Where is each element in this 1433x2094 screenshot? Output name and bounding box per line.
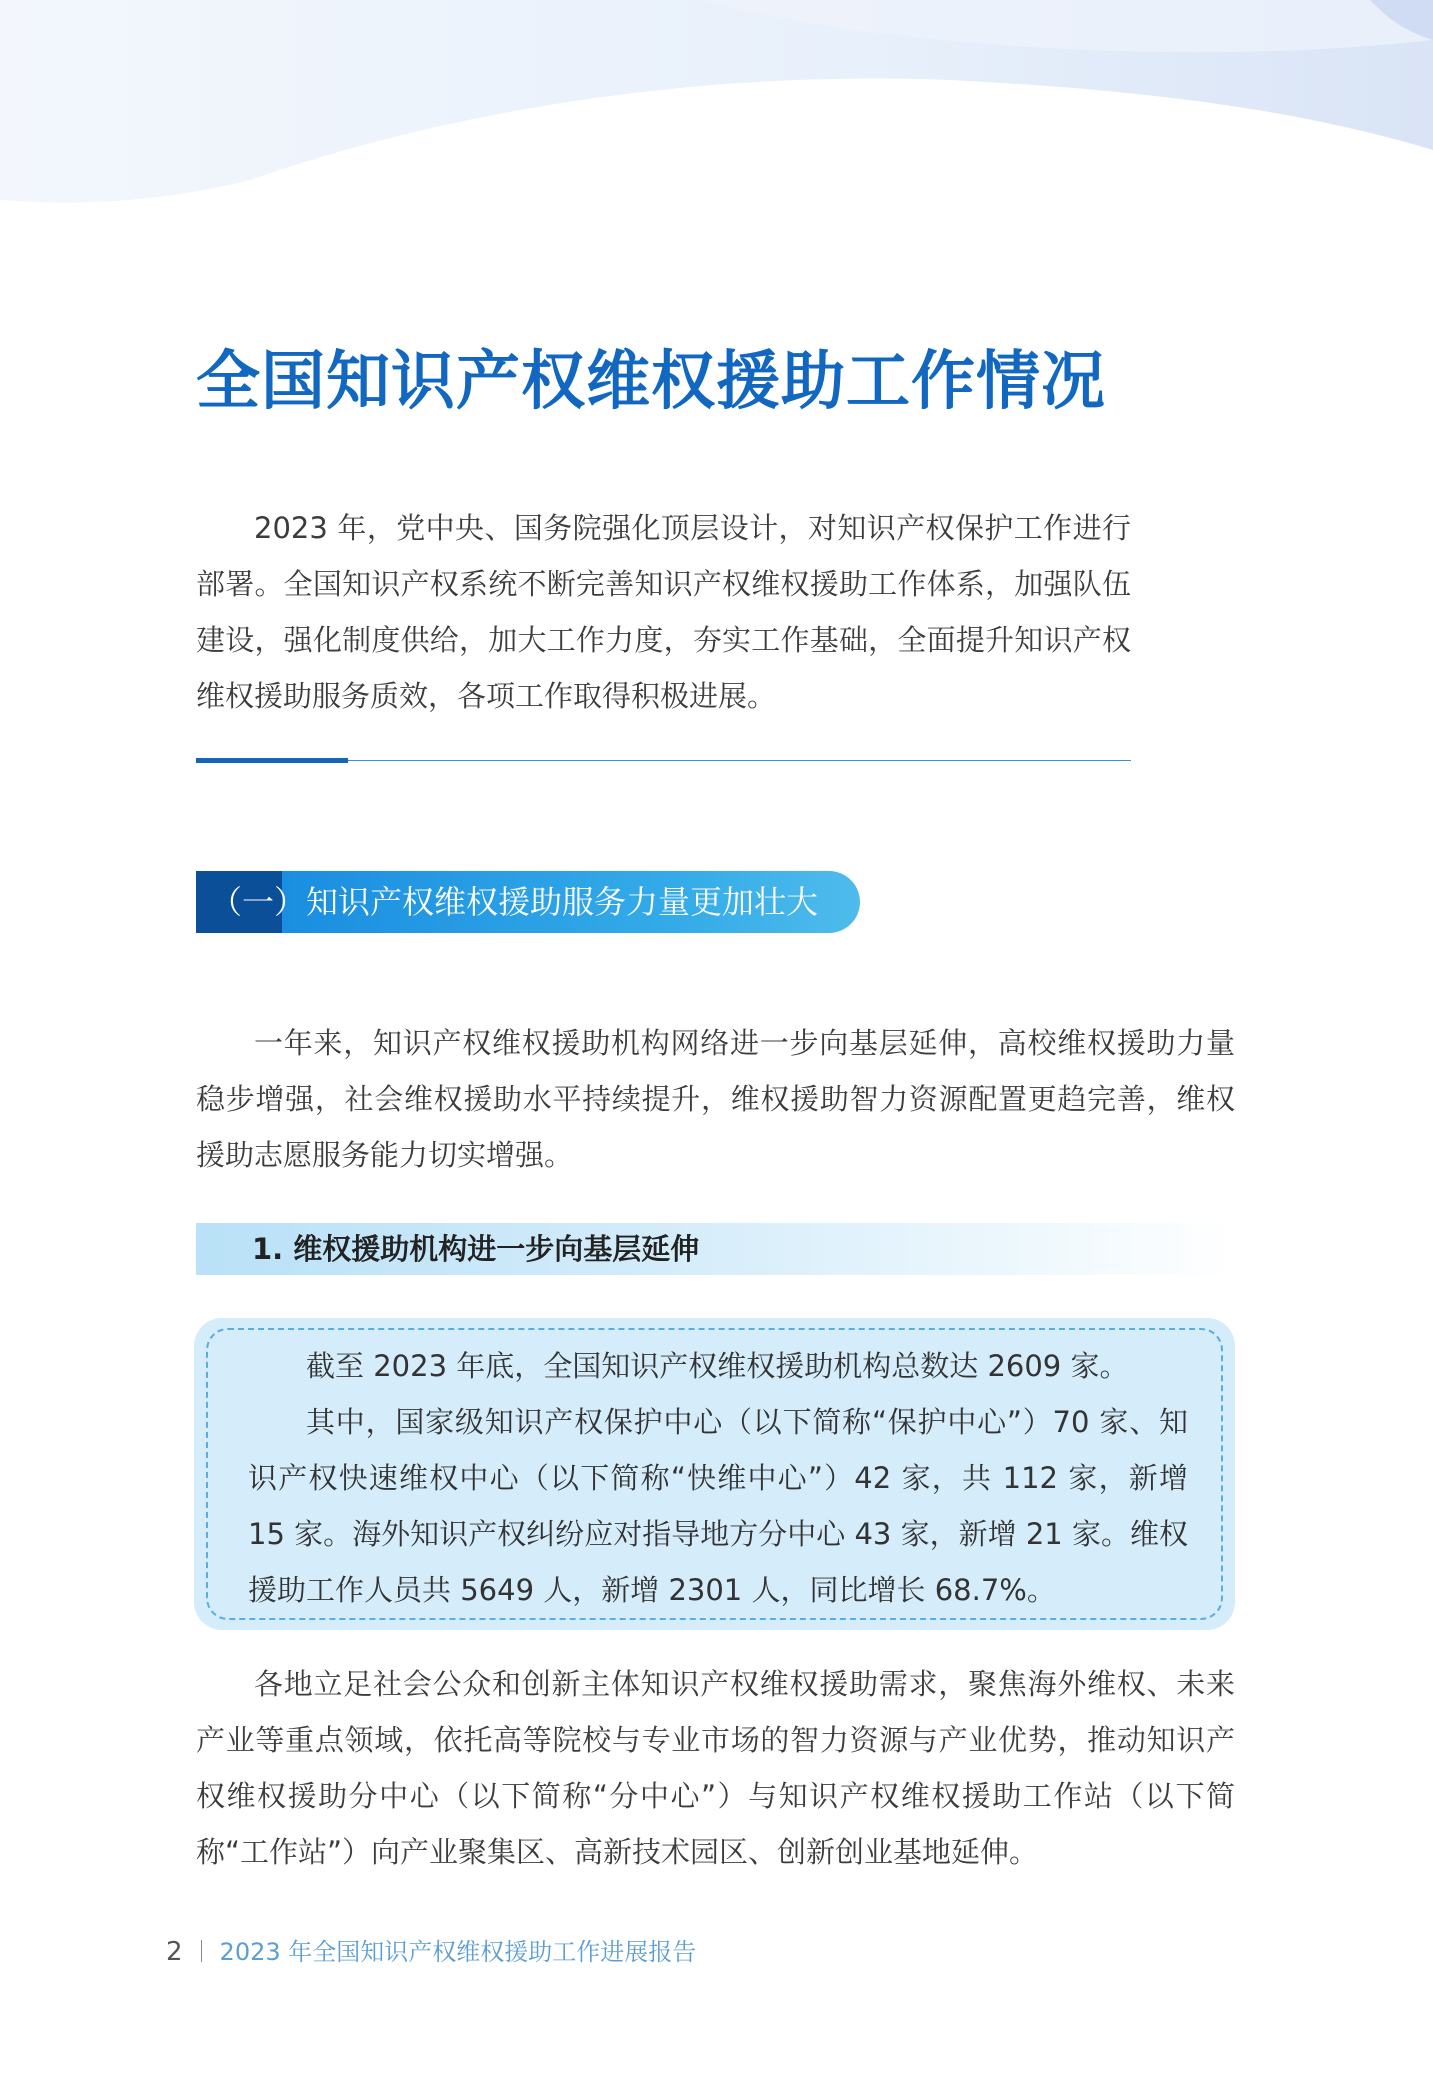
report-title: 2023 年全国知识产权维权援助工作进展报告 bbox=[219, 1938, 697, 1966]
page-number: 2 bbox=[166, 1937, 183, 1967]
subsection-heading-bar bbox=[196, 1223, 1235, 1275]
footer-separator bbox=[201, 1940, 202, 1962]
header-wave-decoration bbox=[0, 0, 1433, 230]
intro-paragraph: 2023 年，党中央、国务院强化顶层设计，对知识产权保护工作进行部署。全国知识产权系统不断完善知识产权维权援助工作体系，加强队伍建设，强化制度供给，加大工作力度，夯实工作基础，全面提升知识产权维权援助服务质效，各项工作取得积极进展。 bbox=[196, 511, 1131, 713]
page-title: 全国知识产权维权援助工作情况 bbox=[196, 345, 1106, 419]
callout-line-total: 截至 2023 年底，全国知识产权维权援助机构总数达 2609 家。 bbox=[306, 1349, 1129, 1383]
section-heading-label: （一）知识产权维权援助服务力量更加壮大 bbox=[210, 883, 819, 921]
subsection-heading-label: 1. 维权援助机构进一步向基层延伸 bbox=[252, 1232, 700, 1266]
section-paragraph-2: 各地立足社会公众和创新主体知识产权维权援助需求，聚焦海外维权、未来产业等重点领域，依托高等院校与专业市场的智力资源与产业优势，推动知识产权维权援助分中心（以下简称“分中心”）与知识产权维权援助工作站（以下简称“工作站”）向产业聚集区、高新技术园区、创新创业基地延伸。 bbox=[196, 1667, 1235, 1869]
page-footer bbox=[166, 1934, 696, 1970]
section-paragraph: 一年来，知识产权维权援助机构网络进一步向基层延伸，高校维权援助力量稳步增强，社会维权援助水平持续提升，维权援助智力资源配置更趋完善，维权援助志愿服务能力切实增强。 bbox=[196, 1026, 1235, 1172]
callout-details: 其中，国家级知识产权保护中心（以下简称“保护中心”）70 家、知识产权快速维权中心（以下简称“快维中心”）42 家，共 112 家，新增 15 家。海外知识产权纠纷应对指导地方分中心 43 家，新增 21 家。维权援助工作人员共 5649 人，新增 2301 人，同比增长 68.7%。 bbox=[248, 1405, 1188, 1607]
section-heading-banner bbox=[196, 871, 860, 933]
section-divider bbox=[196, 758, 1131, 764]
highlight-callout-box bbox=[194, 1318, 1235, 1630]
